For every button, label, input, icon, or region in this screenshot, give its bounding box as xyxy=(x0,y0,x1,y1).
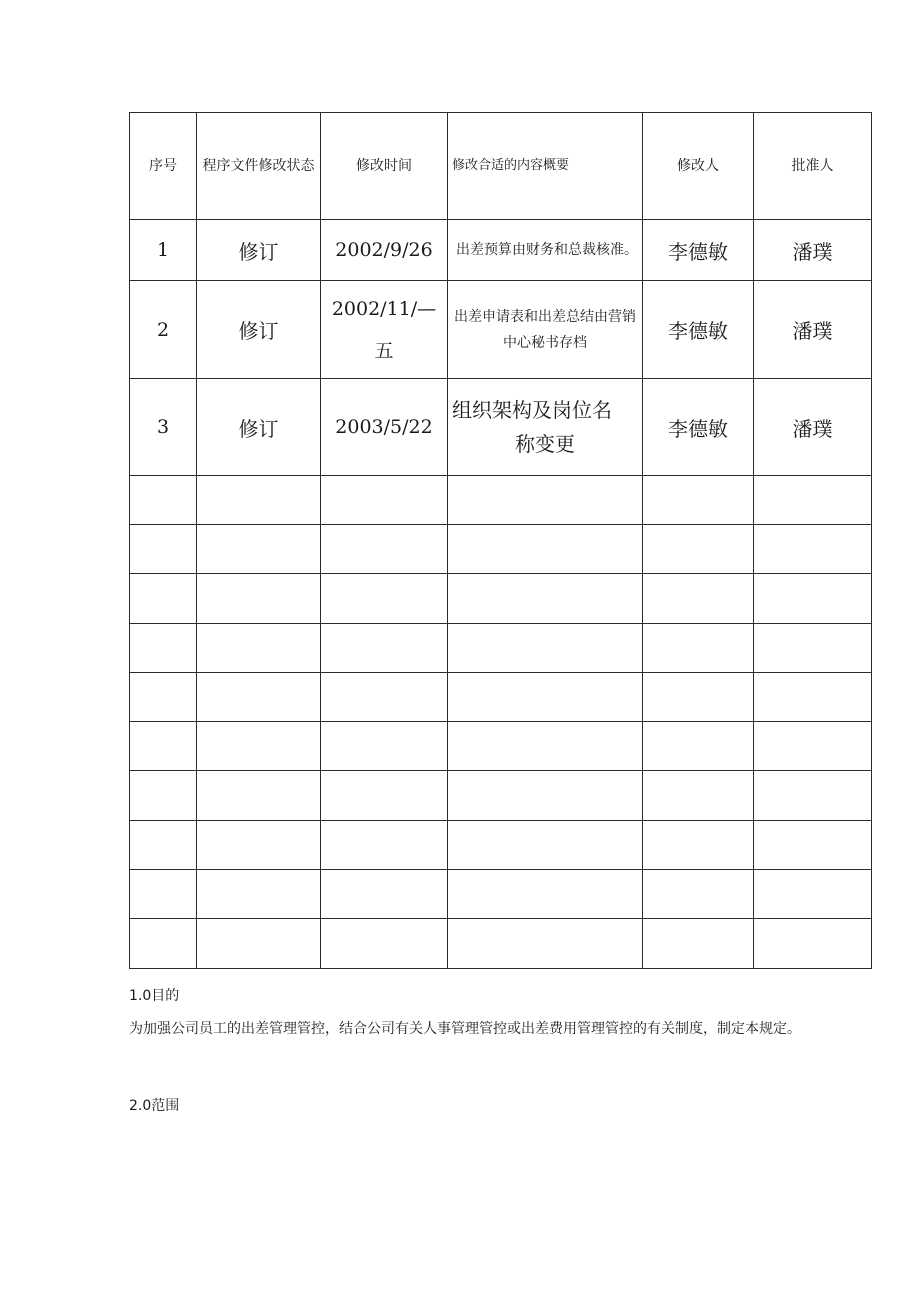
empty-row xyxy=(130,476,872,525)
header-seq: 序号 xyxy=(130,113,197,220)
empty-cell xyxy=(321,771,448,821)
empty-row xyxy=(130,624,872,673)
empty-cell xyxy=(754,919,872,969)
empty-cell xyxy=(754,525,872,574)
header-status: 程序文件修改状态 xyxy=(197,113,321,220)
empty-cell xyxy=(754,574,872,624)
header-row xyxy=(130,113,872,220)
empty-cell xyxy=(754,722,872,771)
empty-cell xyxy=(197,673,321,722)
section-body-purpose: 为加强公司员工的出差管理管控，结合公司有关人事管理管控或出差费用管理管控的有关制度，制定本规定。 xyxy=(129,1021,801,1037)
empty-cell xyxy=(197,771,321,821)
empty-row xyxy=(130,821,872,870)
empty-cell xyxy=(448,771,643,821)
empty-cell xyxy=(321,624,448,673)
row-time: 2002/9/26 xyxy=(321,220,448,281)
empty-cell xyxy=(130,870,197,919)
empty-cell xyxy=(754,821,872,870)
row-seq: 1 xyxy=(130,220,197,281)
empty-cell xyxy=(643,919,754,969)
empty-cell xyxy=(197,870,321,919)
empty-cell xyxy=(197,919,321,969)
empty-cell xyxy=(643,722,754,771)
empty-cell xyxy=(448,476,643,525)
empty-cell xyxy=(321,673,448,722)
empty-cell xyxy=(448,919,643,969)
empty-cell xyxy=(448,574,643,624)
row-summary-line1: 组织架构及岗位名 xyxy=(452,398,612,422)
empty-cell xyxy=(643,574,754,624)
row-time xyxy=(321,281,448,379)
empty-row xyxy=(130,525,872,574)
empty-cell xyxy=(130,574,197,624)
empty-cell xyxy=(130,919,197,969)
empty-row xyxy=(130,722,872,771)
empty-cell xyxy=(321,525,448,574)
empty-cell xyxy=(321,476,448,525)
empty-row xyxy=(130,771,872,821)
row-seq: 3 xyxy=(130,379,197,476)
empty-cell xyxy=(197,525,321,574)
row-summary: 出差申请表和出差总结由营销中心秘书存档 xyxy=(448,281,643,379)
empty-cell xyxy=(448,821,643,870)
row-status: 修订 xyxy=(197,220,321,281)
empty-cell xyxy=(448,673,643,722)
empty-cell xyxy=(321,722,448,771)
header-summary: 修改合适的内容概要 xyxy=(448,113,643,220)
row-approver: 潘璞 xyxy=(754,281,872,379)
empty-cell xyxy=(754,476,872,525)
empty-cell xyxy=(448,722,643,771)
row-status: 修订 xyxy=(197,379,321,476)
empty-cell xyxy=(130,476,197,525)
empty-row xyxy=(130,870,872,919)
empty-cell xyxy=(197,574,321,624)
empty-row xyxy=(130,919,872,969)
empty-cell xyxy=(130,525,197,574)
empty-cell xyxy=(321,919,448,969)
empty-cell xyxy=(197,476,321,525)
empty-cell xyxy=(754,771,872,821)
table-row xyxy=(130,379,872,476)
row-time-line2: 五 xyxy=(374,339,394,362)
empty-cell xyxy=(130,821,197,870)
row-modifier: 李德敏 xyxy=(643,379,754,476)
table-row xyxy=(130,281,872,379)
row-time: 2003/5/22 xyxy=(321,379,448,476)
empty-cell xyxy=(754,673,872,722)
empty-cell xyxy=(643,673,754,722)
row-summary-line2: 称变更 xyxy=(515,432,575,456)
empty-cell xyxy=(643,624,754,673)
empty-cell xyxy=(643,771,754,821)
empty-cell xyxy=(643,870,754,919)
empty-cell xyxy=(448,525,643,574)
row-modifier: 李德敏 xyxy=(643,220,754,281)
table-row xyxy=(130,220,872,281)
empty-cell xyxy=(321,870,448,919)
header-time: 修改时间 xyxy=(321,113,448,220)
header-modifier: 修改人 xyxy=(643,113,754,220)
row-status: 修订 xyxy=(197,281,321,379)
row-modifier: 李德敏 xyxy=(643,281,754,379)
section-heading-purpose: 1.0目的 xyxy=(129,988,180,1004)
empty-cell xyxy=(754,870,872,919)
empty-cell xyxy=(643,525,754,574)
header-approver: 批准人 xyxy=(754,113,872,220)
row-summary xyxy=(448,379,643,476)
empty-row xyxy=(130,574,872,624)
revision-history-table xyxy=(129,112,872,969)
empty-cell xyxy=(197,821,321,870)
row-time-line1: 2002/11/— xyxy=(331,297,437,320)
empty-cell xyxy=(321,821,448,870)
empty-row xyxy=(130,673,872,722)
empty-cell xyxy=(130,624,197,673)
empty-cell xyxy=(130,722,197,771)
empty-cell xyxy=(130,771,197,821)
row-approver: 潘璞 xyxy=(754,220,872,281)
empty-cell xyxy=(321,574,448,624)
row-summary: 出差预算由财务和总裁核准。 xyxy=(448,220,643,281)
empty-cell xyxy=(754,624,872,673)
row-approver: 潘璞 xyxy=(754,379,872,476)
section-heading-scope: 2.0范围 xyxy=(129,1098,180,1114)
row-seq: 2 xyxy=(130,281,197,379)
empty-cell xyxy=(643,476,754,525)
empty-cell xyxy=(130,673,197,722)
empty-cell xyxy=(448,870,643,919)
empty-cell xyxy=(448,624,643,673)
empty-cell xyxy=(197,624,321,673)
empty-cell xyxy=(197,722,321,771)
empty-cell xyxy=(643,821,754,870)
